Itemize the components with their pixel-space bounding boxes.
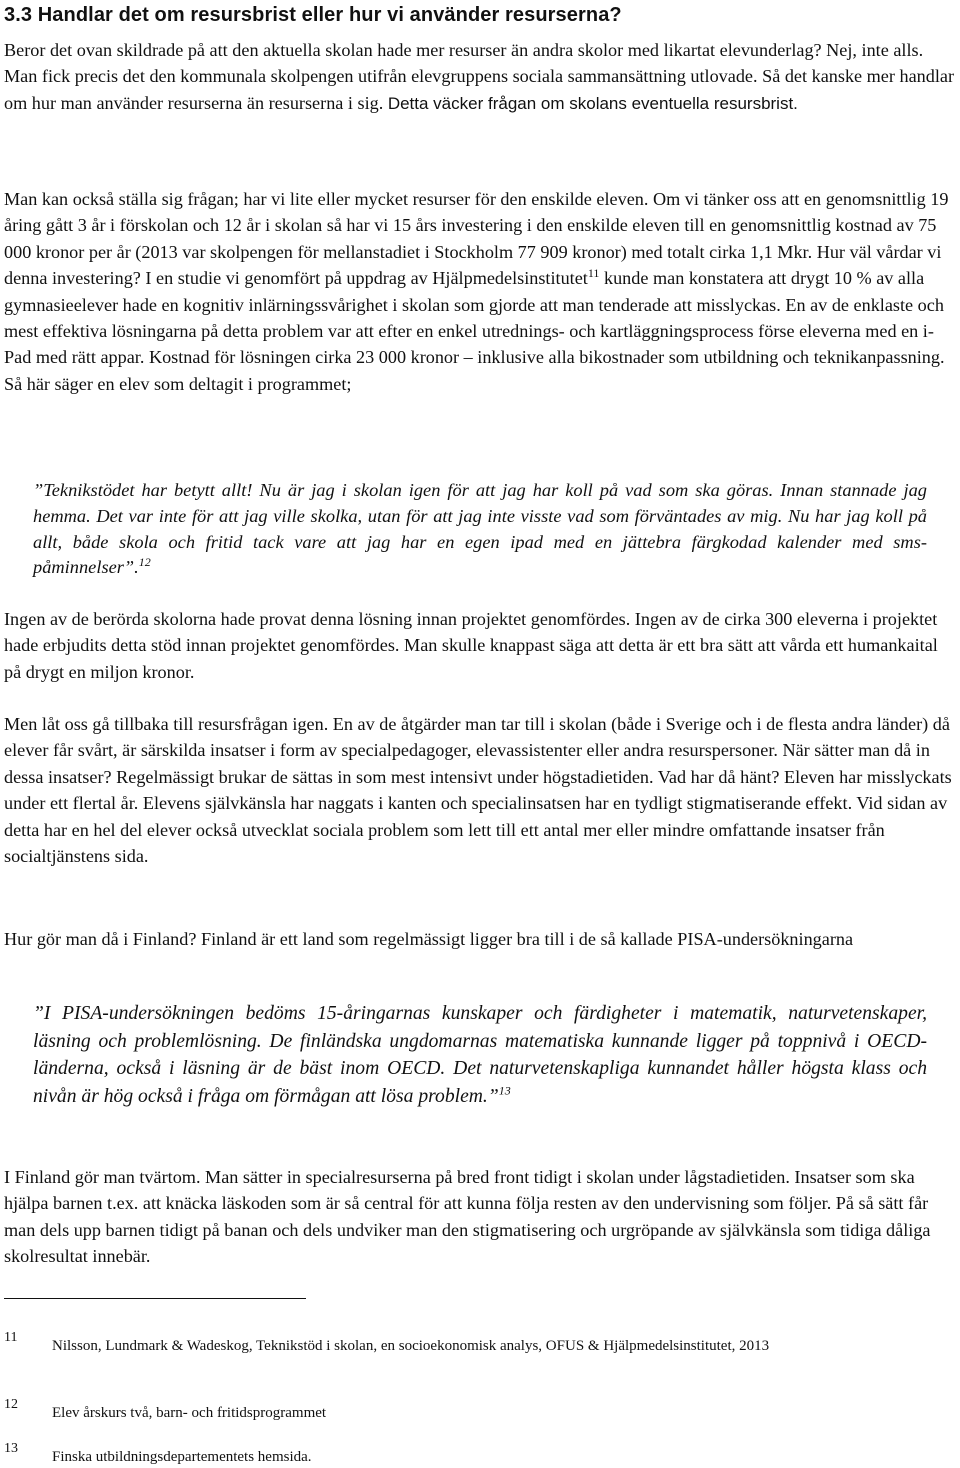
footnote-11-number: 11 bbox=[4, 1330, 18, 1345]
paragraph-3: Ingen av de berörda skolorna hade provat denna lösning innan projektet genomfördes. Ingen av de cirka 300 eleverna i projektet hade erbjudits detta stöd innan projektet genomfördes. Man skulle knappast säga att detta är ett bra sätt att vårda ett humankaital på drygt en miljon kronor. bbox=[4, 609, 938, 682]
paragraph-1-text: Beror det ovan skildrade på att den aktuella skolan hade mer resurser än andra skolor med likartat elevunderlag? Nej, inte alls. Man fick precis det den kommunala skolpengen utifrån elevgruppens sociala sammansättning utlovade. Så det kanske mer handlar om hur man använder resurserna än resurserna i sig. bbox=[4, 40, 955, 113]
paragraph-6: I Finland gör man tvärtom. Man sätter in specialresurserna på bred front tidigt i skolan under lågstadietiden. Insatser som ska hjälpa barnen t.ex. att knäcka läskoden som är så central för att kunna följa resten av den undervisning som följer. På så sätt får man dels upp barnen tidigt på banan och dels undviker man den stigmatisering och urgröpande av självkänsla som tidiga dåliga skolresultat innebär. bbox=[4, 1167, 931, 1267]
footnote-ref-11[interactable]: 11 bbox=[587, 266, 600, 281]
paragraph-4: Men låt oss gå tillbaka till resursfrågan igen. En av de åtgärder man tar till i skolan (både i Sverige och i de flesta andra länder) då elever får svårt, är särskilda insatser i form av specialpedagoger, elevassistenter eller andra resurspersoner. När sätter man då in dessa insatser? Regelmässigt brukar de sättas in som mest intensivt under högstadietiden. Vad har då hänt? Eleven har misslyckats under ett flertal år. Elevens självkänsla har naggats i kanten och specialinsatsen har en tydligt stigmatiserande effekt. Vid sidan av detta har en hel del elever också utvecklat sociala problem som lett till ett antal mer eller mindre omfattande insatser från socialtjänstens sida. bbox=[4, 714, 952, 867]
footnote-ref-12[interactable]: 12 bbox=[138, 555, 151, 570]
footnote-12-number: 12 bbox=[4, 1397, 18, 1412]
footnote-11-text: Nilsson, Lundmark & Wadeskog, Teknikstöd i skolan, en socioekonomisk analys, OFUS & Hjälpmedelsinstitutet, 2013 bbox=[52, 1338, 770, 1354]
footnote-ref-13[interactable]: 13 bbox=[498, 1083, 511, 1098]
paragraph-5: Hur gör man då i Finland? Finland är ett land som regelmässigt ligger bra till i de så kallade PISA-undersökningarna bbox=[4, 929, 854, 949]
footnote-divider bbox=[4, 1298, 306, 1299]
quote-pisa bbox=[33, 1000, 927, 1110]
paragraph-2-text-a: Man kan också ställa sig frågan; har vi lite eller mycket resurser för den enskilde eleven. Om vi tänker oss att en genomsnittlig 19 åring gått 3 år i förskolan och 12 år i skolan så har vi 15 års investering i den enskilde eleven till en genomsnittlig kostnad av 75 000 kronor per år (2013 var skolpengen för mellanstadiet i Stockholm 77 909 kronor) med totalt cirka 1,1 Mkr. Hur väl vårdar vi denna investering? I en studie vi genomfört på uppdrag av Hjälpmedelsinstitutet bbox=[4, 189, 949, 289]
section-heading: 3.3 Handlar det om resursbrist eller hur vi använder resurserna? bbox=[4, 4, 622, 26]
quote-pisa-text: ”I PISA-undersökningen bedöms 15-åringarnas kunskaper och färdigheter i matematik, naturvetenskaper, läsning och problemlösning. De finländska ungdomarnas matematiska kunnande ligger på toppnivå i OECD-länderna, också i läsning är de bäst inom OECD. Det naturvetenskapliga kunnandet håller högsta klass och nivån är hög också i fråga om förmågan att lösa problem.” bbox=[33, 1003, 927, 1107]
paragraph-2 bbox=[4, 186, 956, 397]
paragraph-1 bbox=[4, 37, 956, 117]
footnote-12-text: Elev årskurs två, barn- och fritidsprogrammet bbox=[52, 1405, 327, 1421]
footnote-13-number: 13 bbox=[4, 1441, 18, 1456]
quote-student-text: ”Teknikstödet har betytt allt! Nu är jag i skolan igen för att jag har koll på vad som ska göras. Innan stannade jag hemma. Det var inte för att jag ville skolka, utan för att jag inte visste vad som förväntades av mig. Nu har jag koll på allt, både skola och fritid tack vare att jag har en egen ipad med en jättebra färgkodad kalender med sms-påminnelser”. bbox=[33, 480, 927, 578]
quote-student bbox=[33, 478, 927, 581]
paragraph-2-text-b: kunde man konstatera att drygt 10 % av alla gymnasieelever hade en kognitiv inlärningssvårighet i skolan som gjorde att man tenderade att misslyckas. En av de enklaste och mest effektiva lösningarna på detta problem var att efter en enkel utrednings- och kartläggningsprocess förse eleverna med en i-Pad med rätt appar. Kostnad för lösningen cirka 23 000 kronor – inklusive alla bikostnader som utbildning och teknikanpassning. Så här säger en elev som deltagit i programmet; bbox=[4, 268, 945, 394]
footnote-13-text: Finska utbildningsdepartementets hemsida. bbox=[52, 1449, 312, 1465]
paragraph-1-question: Detta väcker frågan om skolans eventuella resursbrist. bbox=[387, 93, 798, 113]
